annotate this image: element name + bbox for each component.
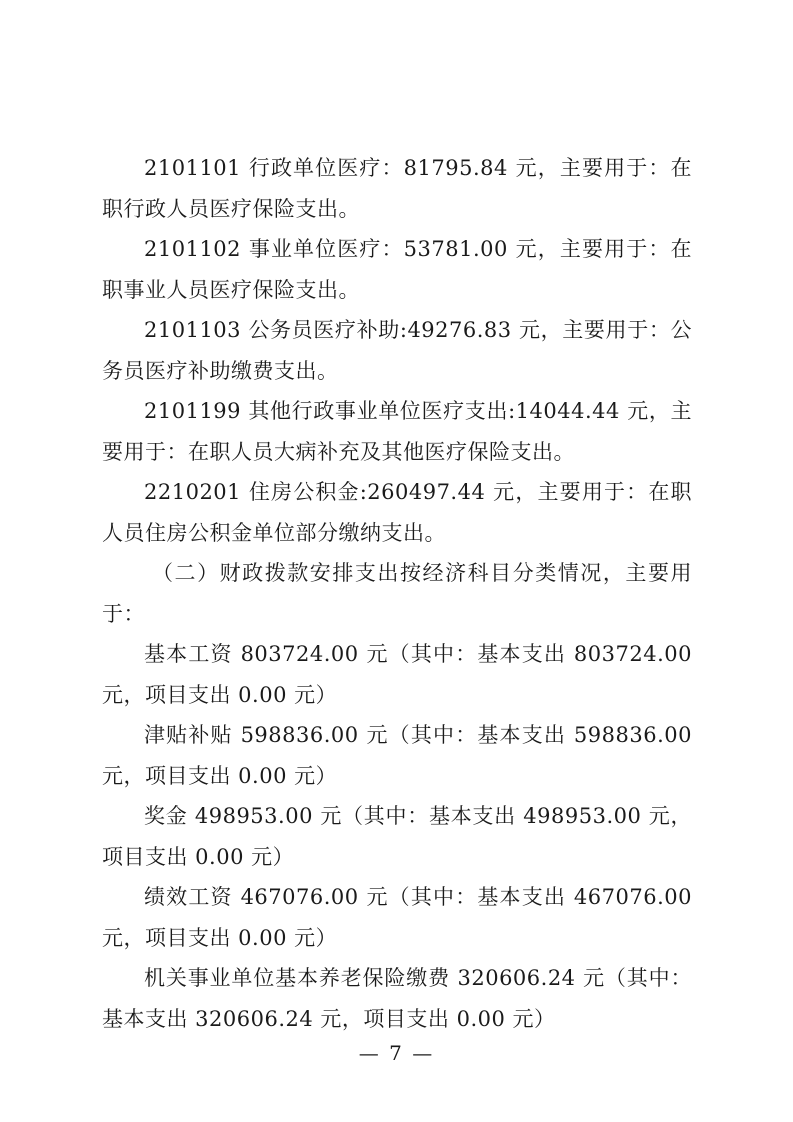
paragraph-performance-pay: 绩效工资 467076.00 元（其中：基本支出 467076.00 元，项目支出 0.00 元） bbox=[102, 885, 692, 950]
paragraph-civil-servant-medical-subsidy: 2101103 公务员医疗补助:49276.83 元，主要用于：公务员医疗补助缴费支出。 bbox=[102, 318, 692, 383]
section-heading-economic-classification: （二）财政拨款安排支出按经济科目分类情况，主要用于： bbox=[102, 561, 692, 626]
paragraph-basic-salary: 基本工资 803724.00 元（其中：基本支出 803724.00 元，项目支出 0.00 元） bbox=[102, 642, 692, 707]
paragraph-bonus: 奖金 498953.00 元（其中：基本支出 498953.00 元，项目支出 0.00 元） bbox=[102, 804, 692, 869]
paragraph-other-medical-expenditure: 2101199 其他行政事业单位医疗支出:14044.44 元，主要用于：在职人员大病补充及其他医疗保险支出。 bbox=[102, 399, 692, 464]
document-body bbox=[102, 148, 692, 1039]
paragraph-allowances: 津贴补贴 598836.00 元（其中：基本支出 598836.00 元，项目支出 0.00 元） bbox=[102, 723, 692, 788]
paragraph-administrative-medical: 2101101 行政单位医疗：81795.84 元，主要用于：在职行政人员医疗保险支出。 bbox=[102, 156, 692, 221]
paragraph-institution-medical: 2101102 事业单位医疗：53781.00 元，主要用于：在职事业人员医疗保险支出。 bbox=[102, 237, 692, 302]
paragraph-pension-insurance: 机关事业单位基本养老保险缴费 320606.24 元（其中：基本支出 320606.24 元，项目支出 0.00 元） bbox=[102, 966, 692, 1031]
page-number: — 7 — bbox=[358, 1041, 435, 1065]
paragraph-housing-provident-fund: 2210201 住房公积金:260497.44 元，主要用于：在职人员住房公积金单位部分缴纳支出。 bbox=[102, 480, 692, 545]
